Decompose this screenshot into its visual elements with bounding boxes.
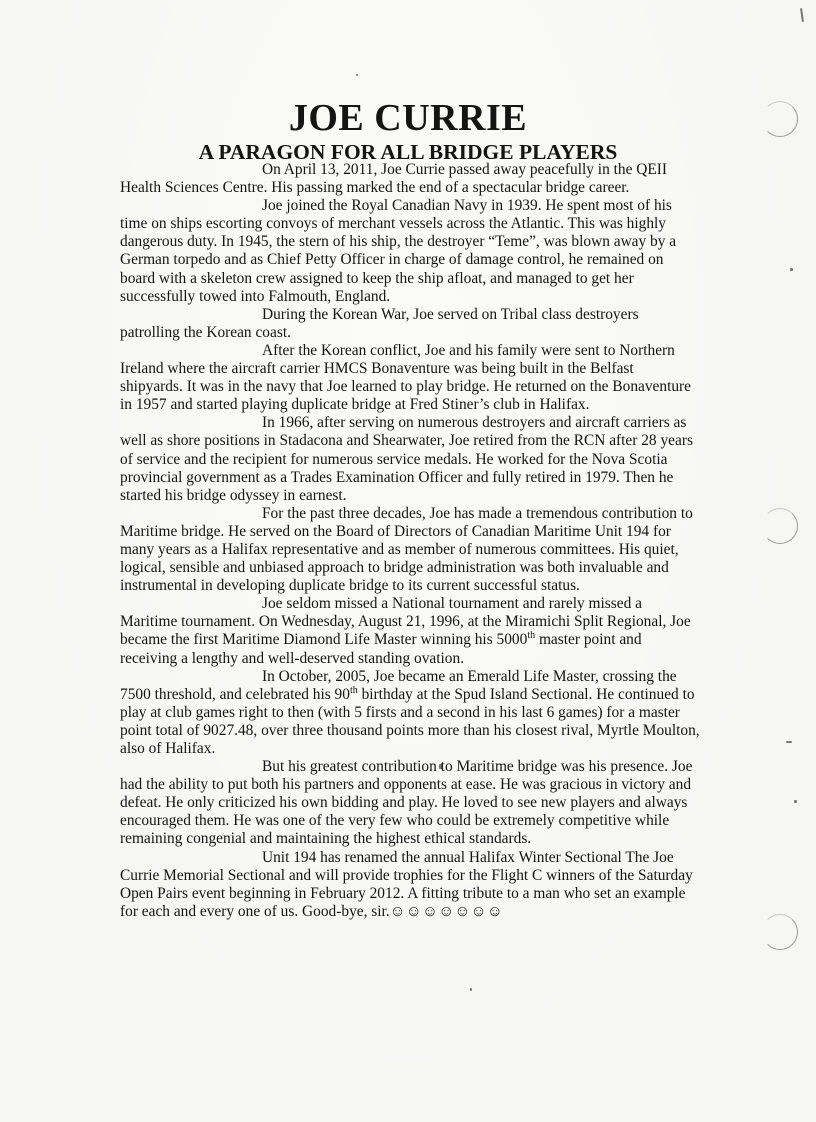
smiley-icons: ☺☺☺☺☺☺☺: [389, 902, 504, 920]
punch-hole-bottom: [762, 914, 798, 950]
scan-speck: [794, 800, 797, 803]
paragraph-passing: On April 13, 2011, Joe Currie passed away peacefully in the QEII Health Sciences Centre. His passing marked the end of a spectacular bridge career.: [120, 161, 668, 197]
paragraph-diamond-life-master: [120, 595, 700, 667]
paragraph-emerald-life-master: [120, 668, 700, 758]
paragraph-text: Unit 194 has renamed the annual Halifax Winter Sectional The Joe Currie Memorial Sectional and will provide trophies for the Flight C winners of the Saturday Open Pairs event beginning in February 2012. A fitting tribute to a man who set an example for each and every one of us. Good-bye, sir.: [120, 848, 693, 920]
scan-speck: [356, 74, 358, 76]
article-body: [120, 161, 700, 921]
scan-speck: [800, 8, 804, 22]
paragraph-contribution: For the past three decades, Joe has made a tremendous contribution to Maritime bridge. He served on the Board of Directors of Canadian Maritime Unit 194 for many years as a Halifax representative and as member of numerous committees. His quiet, logical, sensible and unbiased approach to bridge administration was both invaluable and instrumental in developing duplicate bridge to its current successful status.: [120, 504, 693, 595]
paragraph-navy-service: Joe joined the Royal Canadian Navy in 1939. He spent most of his time on ships escorting convoys of merchant vessels across the Atlantic. This was highly dangerous duty. In 1945, the stern of his ship, the destroyer “Teme”, was blown away by a German torpedo and as Chief Petty Officer in charge of damage control, he remained on board with a skeleton crew assigned to keep the ship afloat, and managed to get her successfully towed into Falmouth, England.: [120, 197, 677, 305]
paragraph-learned-bridge: After the Korean conflict, Joe and his family were sent to Northern Ireland where the aircraft carrier HMCS Bonaventure was being built in the Belfast shipyards. It was in the navy that Joe learned to play bridge. He returned on the Bonaventure in 1957 and started playing duplicate bridge at Fred Stiner’s club in Halifax.: [120, 341, 691, 414]
page-title: JOE CURRIE: [288, 97, 528, 139]
paragraph-text: In October, 2005, Joe became an Emerald Life Master, crossing the 7500 threshold, and celebrated his 90: [120, 667, 677, 703]
scan-speck: [790, 268, 793, 271]
ordinal-suffix: th: [349, 684, 358, 696]
ordinal-suffix: th: [527, 630, 536, 642]
paragraph-text: master point and receiving a lengthy and well-deserved standing ovation.: [120, 631, 642, 667]
paragraph-memorial-sectional: [120, 849, 700, 921]
page-subtitle: A PARAGON FOR ALL BRIDGE PLAYERS: [198, 140, 618, 164]
scan-speck: [470, 988, 472, 991]
paragraph-korean-war: During the Korean War, Joe served on Tribal class destroyers patrolling the Korean coast.: [120, 305, 639, 341]
paragraph-retirement: In 1966, after serving on numerous destroyers and aircraft carriers as well as shore positions in Stadacona and Shearwater, Joe retired from the RCN after 28 years of service and the recipient for numerous service medals. He worked for the Nova Scotia provincial government as a Trades Examination Officer and fully retired in 1979. Then he started his bridge odyssey in earnest.: [120, 414, 693, 504]
paragraph-presence: But his greatest contribution to Maritime bridge was his presence. Joe had the ability to put both his partners and opponents at ease. He was gracious in victory and defeat. He only criticized his own bidding and play. He loved to see new players and always encouraged them. He was one of the very few who could be extremely competitive while remaining congenial and maintaining the highest ethical standards.: [120, 758, 693, 848]
punch-hole-middle: [762, 508, 798, 544]
paragraph-text: birthday at the Spud Island Sectional. He continued to play at club games right to then (with 5 firsts and a second in his last 6 games) for a master point total of 9027.48, over three thousand points more than his closest rival, Myrtle Moulton, also of Halifax.: [120, 685, 700, 757]
scan-speck: [786, 741, 792, 743]
paragraph-text: Joe seldom missed a National tournament and rarely missed a Maritime tournament. On Wednesday, August 21, 1996, at the Miramichi Split Regional, Joe became the first Maritime Diamond Life Master winning his 5000: [120, 595, 691, 649]
